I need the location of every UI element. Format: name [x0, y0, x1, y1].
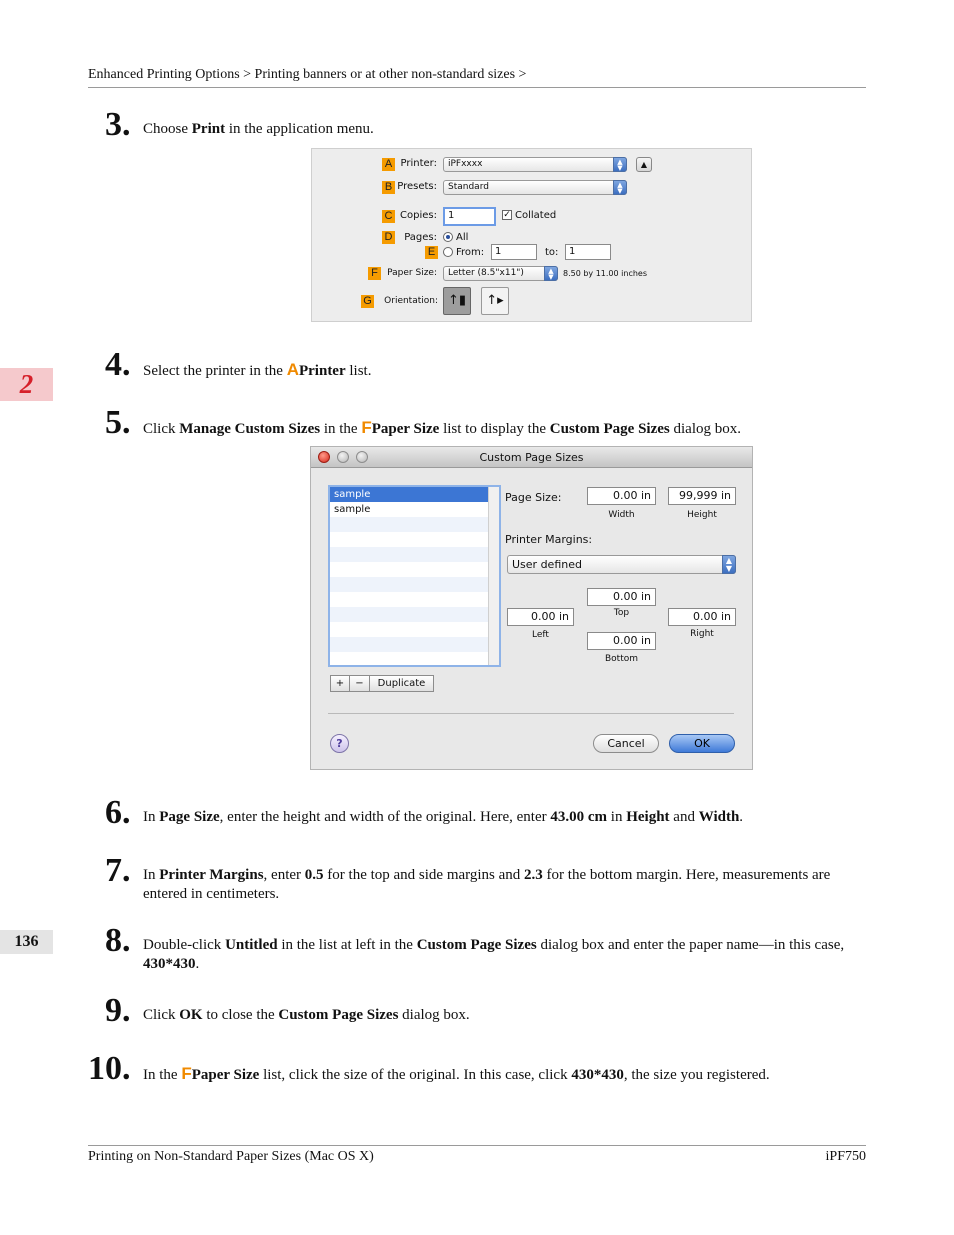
help-button[interactable]: ?: [330, 734, 349, 753]
top-margin-input[interactable]: 0.00 in: [587, 588, 656, 606]
cancel-button[interactable]: Cancel: [593, 734, 659, 753]
step-number: 5.: [105, 404, 131, 441]
step-number: 10.: [88, 1050, 131, 1087]
step-number: 8.: [105, 922, 131, 959]
paper-dimensions: 8.50 by 11.00 inches: [563, 269, 648, 278]
from-input[interactable]: 1: [491, 244, 537, 260]
list-row-empty: [330, 652, 499, 667]
top-label: Top: [613, 608, 630, 618]
from-label: From:: [456, 247, 485, 258]
badge-c: C: [382, 210, 395, 223]
close-button[interactable]: [318, 451, 330, 463]
landscape-icon[interactable]: ↑▸: [481, 287, 509, 315]
collated-label: Collated: [515, 210, 557, 221]
list-row-empty: [330, 577, 499, 592]
printer-popup[interactable]: iPFxxxx ▲ ▼: [443, 157, 627, 172]
custom-size-list[interactable]: [328, 485, 501, 667]
chapter-tab: 2: [0, 368, 53, 401]
orientation-label: Orientation:: [384, 296, 438, 306]
dialog-titlebar: [311, 447, 752, 468]
footer-rule: [88, 1145, 866, 1146]
page-number: 136: [0, 930, 53, 954]
bottom-label: Bottom: [604, 654, 638, 664]
height-label: Height: [687, 510, 717, 520]
left-margin-input[interactable]: 0.00 in: [507, 608, 574, 626]
dialog-title: Custom Page Sizes: [479, 451, 584, 464]
all-label: All: [456, 232, 469, 243]
page-size-label: Page Size:: [505, 491, 562, 504]
pages-all-radio[interactable]: [443, 232, 453, 242]
step-text: Click OK to close the Custom Page Sizes dialog box.: [143, 1007, 470, 1023]
badge-b: B: [382, 181, 395, 194]
add-size-button[interactable]: +: [330, 675, 350, 692]
callout-letter: F: [361, 418, 372, 437]
step-number: 7.: [105, 852, 131, 889]
popup-arrows-icon: ▲ ▼: [613, 180, 627, 195]
badge-g: G: [361, 295, 374, 308]
badge-d: D: [382, 231, 395, 244]
copies-label: Copies:: [400, 210, 437, 221]
ok-button[interactable]: OK: [669, 734, 735, 753]
step-number: 3.: [105, 106, 131, 143]
step-number: 6.: [105, 794, 131, 831]
list-item[interactable]: sample: [330, 487, 499, 502]
callout-letter: A: [286, 360, 299, 379]
height-input[interactable]: 99,999 in: [668, 487, 736, 505]
dialog-separator: [328, 713, 734, 714]
pages-label: Pages:: [404, 232, 437, 243]
popup-arrows-icon: ▲ ▼: [544, 266, 558, 281]
list-row-empty: [330, 532, 499, 547]
zoom-button[interactable]: [356, 451, 368, 463]
footer-section-title: Printing on Non-Standard Paper Sizes (Mac OS X): [88, 1149, 374, 1164]
list-row-empty: [330, 637, 499, 652]
step-number: 4.: [105, 346, 131, 383]
margins-popup[interactable]: User defined ▲ ▼: [507, 555, 736, 574]
header-rule: [88, 87, 866, 88]
bottom-margin-input[interactable]: 0.00 in: [587, 632, 656, 650]
breadcrumb: Enhanced Printing Options > Printing banners or at other non-standard sizes >: [88, 67, 527, 82]
printer-label: Printer:: [400, 158, 437, 169]
badge-e: E: [425, 246, 438, 259]
to-input[interactable]: 1: [565, 244, 611, 260]
step-number: 9.: [105, 992, 131, 1029]
custom-page-sizes-dialog: [310, 446, 753, 770]
list-row-empty: [330, 517, 499, 532]
list-scrollbar[interactable]: [488, 487, 499, 665]
step-text: Double-click Untitled in the list at left in the Custom Page Sizes dialog box and enter the paper name—in this case, 430*430.: [143, 937, 845, 972]
left-label: Left: [532, 630, 549, 640]
step-text: In Page Size, enter the height and width of the original. Here, enter 43.00 cm in Height and Width.: [143, 809, 744, 825]
width-label: Width: [608, 510, 635, 520]
right-label: Right: [690, 629, 714, 639]
portrait-icon[interactable]: ↑▮: [443, 287, 471, 315]
step-text: Choose Print in the application menu.: [143, 121, 374, 137]
minimize-button[interactable]: [337, 451, 349, 463]
list-row-empty: [330, 622, 499, 637]
paper-size-label: Paper Size:: [387, 268, 437, 278]
width-input[interactable]: 0.00 in: [587, 487, 656, 505]
printer-margins-label: Printer Margins:: [505, 533, 593, 546]
step-text: Click Manage Custom Sizes in the FPaper Size list to display the Custom Page Sizes dialog box.: [143, 418, 742, 437]
print-dialog: [311, 148, 752, 322]
popup-arrows-icon: ▲ ▼: [613, 157, 627, 172]
list-row-empty: [330, 592, 499, 607]
presets-label: Presets:: [397, 181, 437, 192]
pages-from-radio[interactable]: [443, 247, 453, 257]
copies-input[interactable]: 1: [443, 207, 496, 226]
list-row-empty: [330, 547, 499, 562]
disclosure-button[interactable]: ▲: [636, 157, 652, 172]
collated-checkbox[interactable]: ✓: [503, 210, 511, 220]
to-label: to:: [545, 247, 559, 258]
step-text: In the FPaper Size list, click the size of the original. In this case, click 430*430, the size you registered.: [143, 1064, 770, 1083]
duplicate-button[interactable]: Duplicate: [369, 675, 434, 692]
presets-popup[interactable]: Standard ▲ ▼: [443, 180, 627, 195]
remove-size-button[interactable]: −: [349, 675, 370, 692]
list-item[interactable]: sample: [334, 504, 371, 515]
step-text: In Printer Margins, enter 0.5 for the top and side margins and 2.3 for the bottom margin. Here, measurements are entered in centimeters.: [143, 867, 831, 902]
footer-model: iPF750: [825, 1149, 866, 1164]
paper-size-popup[interactable]: Letter (8.5"x11") ▲ ▼: [443, 266, 558, 281]
badge-a: A: [382, 158, 395, 171]
popup-arrows-icon: ▲ ▼: [722, 555, 736, 574]
list-row-empty: [330, 607, 499, 622]
badge-f: F: [368, 267, 381, 280]
list-row-empty: [330, 562, 499, 577]
step-text: Select the printer in the APrinter list.: [143, 360, 372, 379]
right-margin-input[interactable]: 0.00 in: [668, 608, 736, 626]
callout-letter: F: [181, 1064, 192, 1083]
